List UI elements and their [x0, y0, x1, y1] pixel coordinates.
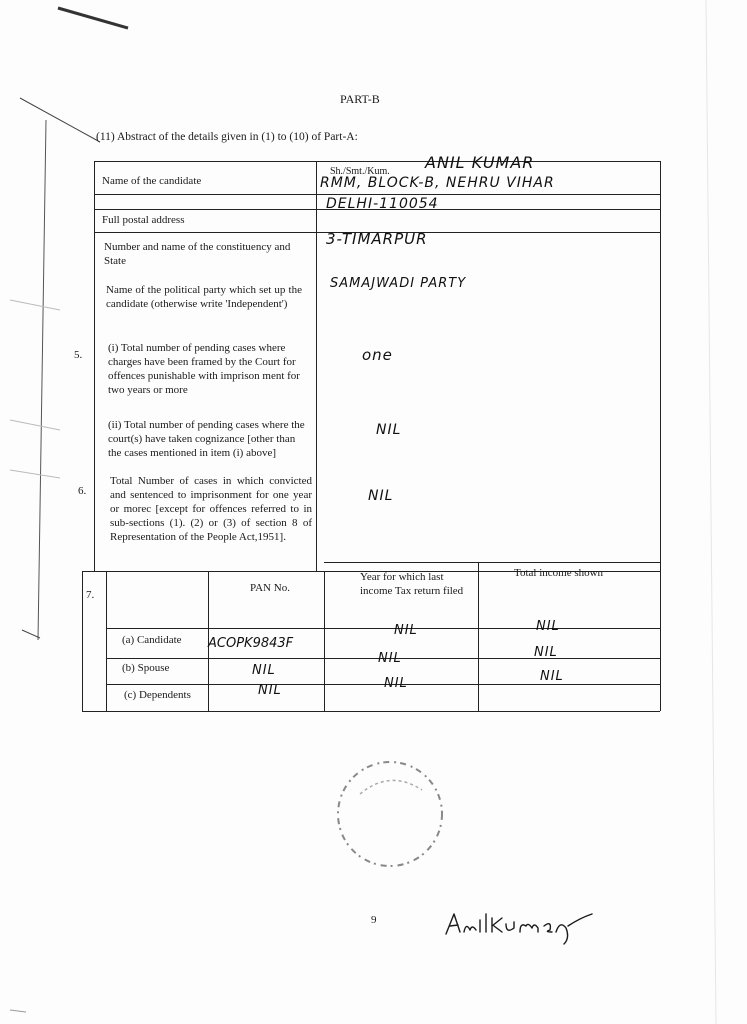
pending-cognizance-value: NIL: [376, 422, 402, 438]
tax-row-dependents-pan: NIL: [258, 683, 282, 698]
tax-row-dependents-income: NIL: [540, 669, 564, 684]
constituency-label: Number and name of the constituency and State: [104, 241, 291, 267]
tax-row-candidate-pan: ACOPK9843F: [208, 636, 294, 651]
page-number: 9: [371, 914, 377, 926]
tax-row-spouse-income: NIL: [534, 645, 558, 660]
item-7-number: 7.: [86, 589, 95, 601]
pan-header: PAN No.: [250, 582, 290, 594]
abstract-intro: (11) Abstract of the details given in (1) to (10) of Part-A:: [96, 131, 358, 143]
tax-row-candidate-label: (a) Candidate: [122, 634, 182, 646]
address-label: Full postal address: [102, 214, 185, 226]
table-top-border: [94, 161, 661, 162]
tax-row-spouse-label: (b) Spouse: [122, 662, 170, 674]
pending-framed-label: (i) Total number of pending cases where charges have been framed by the Court for offences punishable with imprison ment for two years or more: [108, 342, 300, 396]
tax-row-dependents-year: NIL: [384, 676, 408, 691]
name-label: Name of the candidate: [102, 175, 202, 187]
convicted-label: Total Number of cases in which convicted and sentenced to imprisonment for one year or morec [except for offences referred to in sub-sections (1). (2) or (3) of section 8 of Representation of the People Act,1951].: [110, 475, 312, 543]
income-header: Total income shown: [514, 567, 604, 579]
candidate-name-value: ANIL KUMAR: [425, 153, 535, 172]
address-value-line1: RMM, BLOCK-B, NEHRU VIHAR: [320, 175, 555, 191]
tax-row-spouse-pan: NIL: [252, 663, 276, 678]
tax-row-spouse-year: NIL: [378, 651, 402, 666]
item-5-number: 5.: [74, 349, 83, 361]
candidate-signature: [440, 904, 600, 948]
year-header: Year for which last income Tax return filed: [360, 571, 464, 597]
constituency-value: 3-TIMARPUR: [326, 230, 428, 248]
convicted-value: NIL: [368, 488, 394, 504]
pending-framed-value: one: [362, 346, 393, 364]
page-heading: PART-B: [340, 92, 380, 106]
tax-row-candidate-year: NIL: [394, 623, 418, 638]
official-stamp: [330, 744, 450, 884]
party-value: SAMAJWADI PARTY: [330, 276, 467, 291]
pending-cognizance-label: (ii) Total number of pending cases where the court(s) have taken cognizance [other than the cases mentioned in item (i) above]: [108, 419, 305, 459]
table-bottom-border: [82, 711, 660, 712]
party-label: Name of the political party which set up the candidate (otherwise write 'Independent'): [106, 284, 302, 310]
item-6-number: 6.: [78, 485, 87, 497]
tax-row-candidate-income: NIL: [536, 619, 560, 634]
tax-row-dependents-label: (c) Dependents: [124, 689, 191, 701]
salutation-prefix: Sh./Smt./Kum.: [330, 166, 390, 177]
address-value-line2: DELHI-110054: [326, 196, 439, 212]
